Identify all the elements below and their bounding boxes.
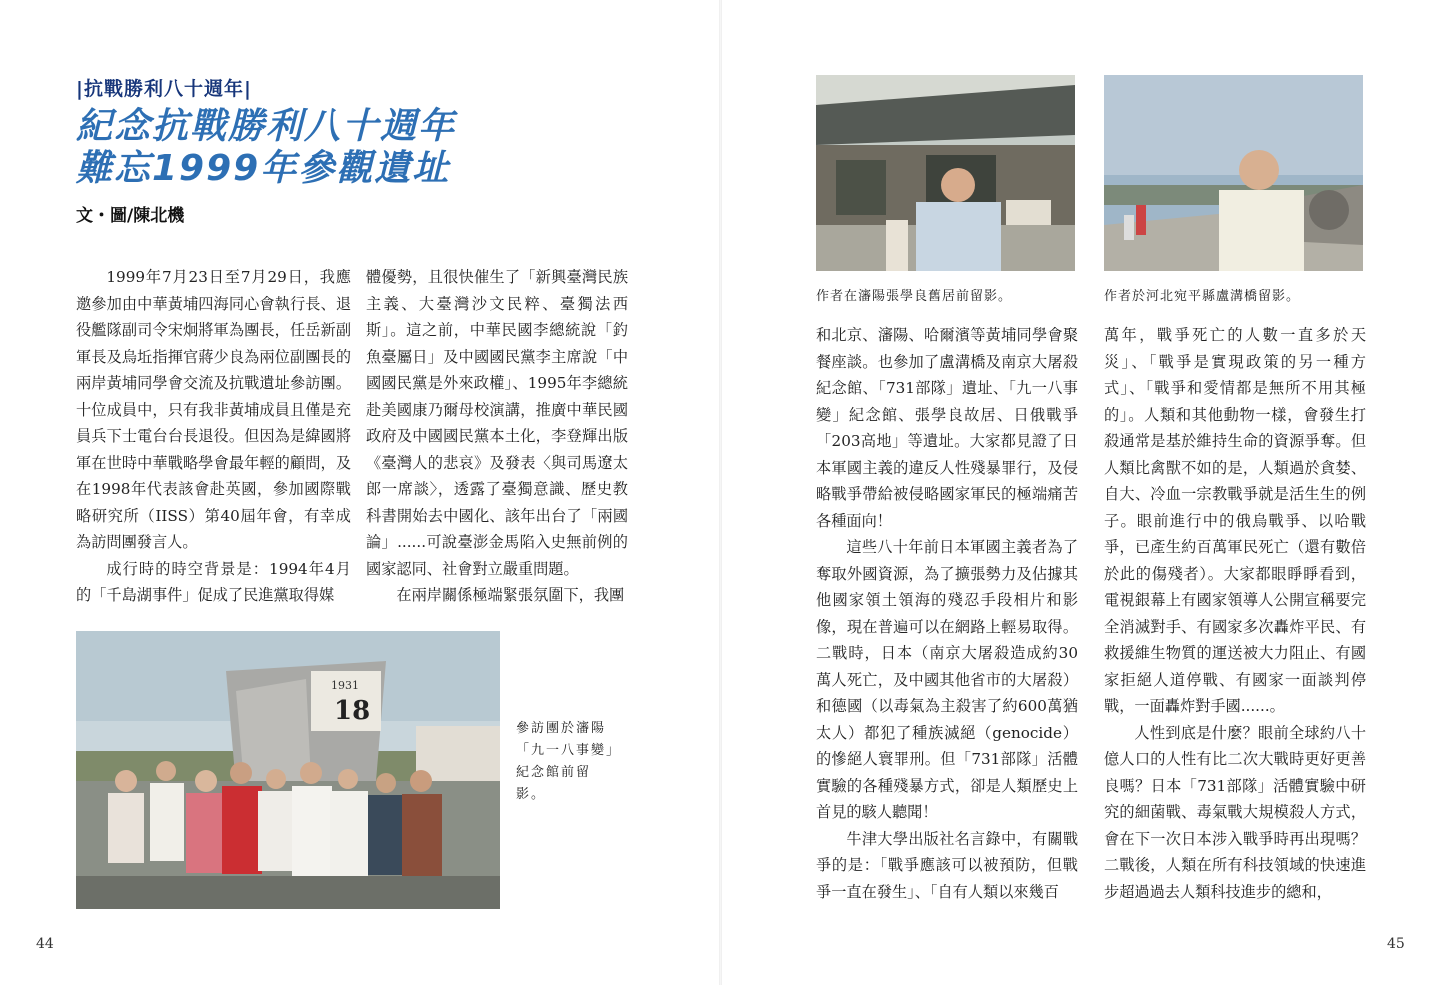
bridge-photo: [1104, 75, 1363, 271]
title-line-1: 紀念抗戰勝利八十週年: [76, 106, 457, 147]
text-column-1: [76, 264, 351, 609]
memorial-sign-year: 1931: [331, 679, 359, 692]
residence-photo: [816, 75, 1075, 271]
series-tag: |抗戰勝利八十週年|: [76, 78, 252, 100]
paragraph: 這些八十年前日本軍國主義者為了奪取外國資源，為了擴張勢力及佔據其他國家領土領海的殘忍手段相片和影像，現在普遍可以在網路上輕易取得。二戰時，日本（南京大屠殺造成約30萬人死亡，及中國其他省市的大屠殺）和德國（以毒氣為主殺害了約600萬猶太人）都犯了種族滅絕（genocide）的慘絕人寰罪刑。但「731部隊」活體實驗的各種殘暴方式，卻是人類歷史上首見的駭人聽聞！: [816, 538, 1078, 821]
page-number-left: 44: [36, 936, 54, 952]
text-column-2: [366, 264, 628, 609]
paragraph: 體優勢，且很快催生了「新興臺灣民族主義、大臺灣沙文民粹、臺獨法西斯」。這之前，中華民國李總統說「釣魚臺屬日」及中國國民黨李主席說「中國國民黨是外來政權」、1995年李總統赴美國康乃爾母校演講，推廣中華民國政府及中國國民黨本土化，李登輝出版《臺灣人的悲哀》及發表〈與司馬遼太郎一席談〉，透露了臺獨意識、歷史教科書開始去中國化、該年出台了「兩國論」......可說臺澎金馬陷入史無前例的國家認同、社會對立嚴重問題。: [366, 268, 628, 578]
title-line-2: 難忘1999年參觀遺址: [76, 148, 451, 189]
memorial-sign-day: 18: [334, 696, 371, 726]
text-column-4: [1104, 322, 1366, 905]
paragraph: 1999年7月23日至7月29日，我應邀參加由中華黃埔四海同心會執行長、退役艦隊副司令宋炯將軍為團長，任岳新副軍長及烏坵指揮官蔣少良為兩位副團長的兩岸黃埔同學會交流及抗戰遺址參訪團。十位成員中，只有我非黃埔成員且僅是充員兵下士電台台長退役。但因為是緯國將軍在世時中華戰略學會最年輕的顧問，及在1998年代表該會赴英國，參加國際戰略研究所（IISS）第40屆年會，有幸成為訪問團發言人。: [76, 268, 351, 551]
paragraph: 人性到底是什麼？眼前全球約八十億人口的人性有比二次大戰時更好更善良嗎？日本「731部隊」活體實驗中研究的細菌戰、毒氣戰大規模殺人方式，會在下一次日本涉入戰爭時再出現嗎？二戰後，人類在所有科技領域的快速進步超過過去人類科技進步的總和，: [1104, 723, 1366, 901]
page-number-right: 45: [1387, 936, 1405, 952]
memorial-photo-caption: 參訪團於瀋陽「九一八事變」紀念館前留影。: [516, 721, 615, 802]
paragraph: 成行時的時空背景是：1994年4月的「千島湖事件」促成了民進黨取得媒: [76, 559, 351, 604]
paragraph: 萬年，戰爭死亡的人數一直多於天災」、「戰爭是實現政策的另一種方式」、「戰爭和愛情都是無所不用其極的」。人類和其他動物一樣，會發生打殺通常是基於維持生命的資源爭奪。但人類比禽獸不如的是，人類過於貪婪、自大、冷血一宗教戰爭就是活生生的例子。眼前進行中的俄烏戰爭、以哈戰爭，已產生約百萬軍民死亡（還有數倍於此的傷殘者）。大家都眼睜睜看到，電視銀幕上有國家領導人公開宣稱要完全消滅對手、有國家多次轟炸平民、有救援維生物質的運送被大力阻止、有國家拒絕人道停戰、有國家一面談判停戰，一面轟炸對手國......。: [1104, 326, 1366, 715]
bridge-photo-caption: 作者於河北宛平縣盧溝橋留影。: [1104, 289, 1301, 304]
paragraph: 牛津大學出版社名言錄中，有關戰爭的是：「戰爭應該可以被預防，但戰爭一直在發生」、「自有人類以來幾百: [816, 829, 1078, 901]
paragraph: 和北京、瀋陽、哈爾濱等黃埔同學會聚餐座談。也參加了盧溝橋及南京大屠殺紀念館、「731部隊」遺址、「九一八事變」紀念館、張學良故居、日俄戰爭「203高地」等遺址。大家都見證了日本軍國主義的違反人性殘暴罪行，及侵略戰爭帶給被侵略國家軍民的極端痛苦各種面向！: [816, 326, 1078, 530]
paragraph: 在兩岸關係極端緊張氛圍下，我團: [396, 586, 625, 604]
page-gutter: [719, 0, 722, 985]
residence-photo-caption: 作者在瀋陽張學良舊居前留影。: [816, 289, 1013, 304]
memorial-group-photo: [76, 631, 500, 909]
byline: 文・圖/陳北機: [76, 206, 185, 226]
text-column-3: [816, 322, 1078, 905]
article-title: [76, 106, 456, 190]
